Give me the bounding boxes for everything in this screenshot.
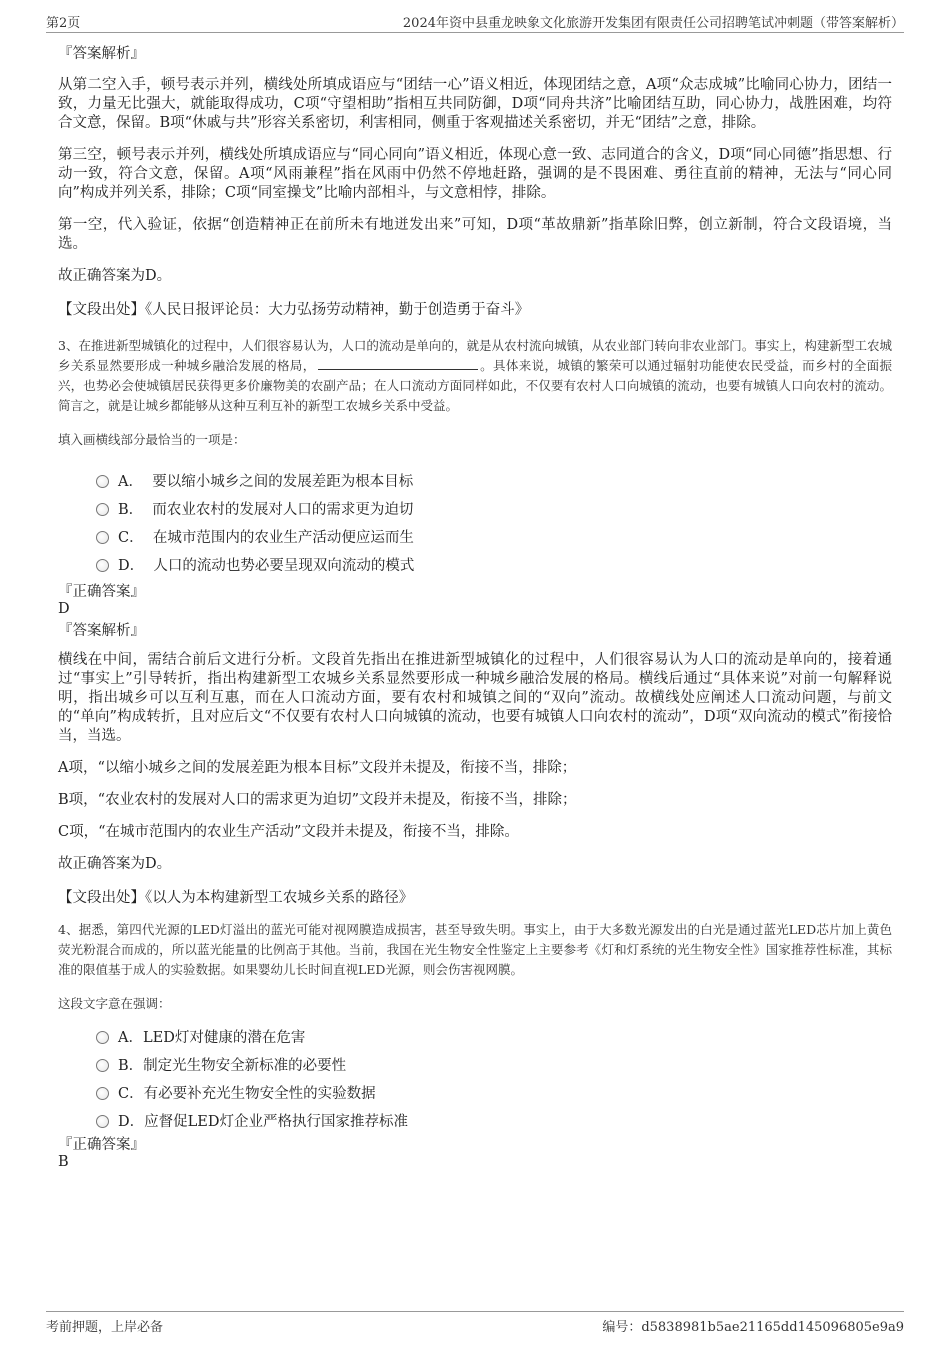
question-stem: 4、据悉，第四代光源的LED灯溢出的蓝光可能对视网膜造成损害，甚至导致失明。事实上，由于大多数光源发出的白光是通过蓝光LED芯片加上黄色荧光粉混合而成的，所以蓝光能量的比例高于其他。当前，我国在光生物安全性鉴定上主要参考《灯和灯系统的光生物安全性》国家推荐性标准，其标准的限值基于成人的实验数据。如果婴幼儿长时间直视LED光源，则会伤害视网膜。 [58,922,892,977]
radio-button[interactable] [96,559,109,572]
correct-answer: D [58,601,70,617]
option-letter: D． [118,1114,145,1130]
radio-button[interactable] [96,1059,109,1072]
answer-analysis-heading: 『答案解析』 [58,623,145,639]
correct-answer-heading: 『正确答案』 [58,1137,145,1153]
conclusion-text: 故正确答案为D。 [58,856,172,872]
option-text: 在城市范围内的农业生产活动便应运而生 [152,530,414,546]
option-text: 人口的流动也势必要呈现双向流动的模式 [153,558,415,574]
radio-button[interactable] [96,475,109,488]
source-citation: 【文段出处】《以人为本构建新型工农城乡关系的路径》 [58,890,414,906]
option-a[interactable] [96,468,892,496]
document-id: 编号：d5838981b5ae21165dd145096805e9a9 [602,1320,904,1335]
radio-button[interactable] [96,1087,109,1100]
option-text: LED灯对健康的潜在危害 [142,1030,306,1046]
analysis-paragraph: 第三空，顿号表示并列，横线处所填成语应与“同心同向”语义相近，体现心意一致、志同道合的含义，D项“同心同德”指思想、行动一致，符合文意，保留。A项“风雨兼程”指在风雨中仍然不停地赶路，强调的是不畏困难、勇往直前的精神，无法与“同心同向”构成并列关系，排除；C项“同室操戈”比喻内部相斗，与文意相悖，排除。 [58,147,892,201]
footer-slogan: 考前押题，上岸必备 [46,1320,164,1335]
question-stem [58,336,892,416]
answer-analysis-heading: 『答案解析』 [58,46,145,62]
document-title: 2024年资中县重龙映象文化旅游开发集团有限责任公司招聘笔试冲刺题（带答案解析） [402,16,904,31]
option-c[interactable] [96,524,892,552]
option-b[interactable] [96,496,892,524]
page-content [58,44,892,1175]
option-d[interactable] [96,552,892,580]
option-text: 制定光生物安全新标准的必要性 [143,1058,347,1074]
option-letter: C． [118,1086,144,1102]
page-number: 第2页 [46,16,81,31]
radio-button[interactable] [96,1115,109,1128]
question-prompt: 填入画横线部分最恰当的一项是： [58,432,246,447]
correct-answer-heading: 『正确答案』 [58,584,145,600]
option-b[interactable] [96,1052,892,1080]
option-letter: B． [118,502,144,518]
source-citation: 【文段出处】《人民日报评论员：大力弘扬劳动精神，勤于创造勇于奋斗》 [58,302,530,318]
option-a[interactable] [96,1024,892,1052]
analysis-paragraph: 横线在中间，需结合前后文进行分析。文段首先指出在推进新型城镇化的过程中，人们很容易认为人口的流动是单向的，接着通过“事实上”引导转折，指出构建新型工农城乡关系显然要形成一种城乡融洽发展的格局。横线后通过“具体来说”对前一句解释说明，指出城乡可以互利互惠，而在人口流动方面，要有农村和城镇之间的“双向”流动。故横线处应阐述人口流动问题，与前文的“单向”构成转折，且对应后文“不仅要有农村人口向城镇的流动，也要有城镇人口向农村的流动”，D项“双向流动的模式”衔接恰当，当选。 [58,652,892,744]
option-d[interactable] [96,1108,892,1136]
option-letter: D． [118,558,145,574]
option-list [96,1024,892,1136]
analysis-paragraph: A项，“以缩小城乡之间的发展差距为根本目标”文段并未提及，衔接不当，排除； [58,760,577,776]
fill-blank-line [318,356,478,370]
radio-button[interactable] [96,503,109,516]
option-text: 有必要补充光生物安全性的实验数据 [143,1086,376,1102]
analysis-paragraph: 从第二空入手，顿号表示并列，横线处所填成语应与“团结一心”语义相近，体现团结之意，A项“众志成城”比喻同心协力，团结一致，力量无比强大，就能取得成功，C项“守望相助”指相互共同防御，D项“同舟共济”比喻团结互助，同心协力，战胜困难，均符合文意，保留。B项“休戚与共”形容关系密切，利害相同，侧重于客观描述关系密切，并无“团结”之意，排除。 [58,77,892,131]
conclusion-text: 故正确答案为D。 [58,268,172,284]
analysis-paragraph: 第一空，代入验证，依据“创造精神正在前所未有地迸发出来”可知，D项“革故鼎新”指革除旧弊，创立新制，符合文段语境，当选。 [58,217,892,252]
analysis-paragraph: B项，“农业农村的发展对人口的需求更为迫切”文段并未提及，衔接不当，排除； [58,792,577,808]
analysis-paragraph: C项，“在城市范围内的农业生产活动”文段并未提及，衔接不当，排除。 [58,824,519,840]
page-footer [46,1311,904,1338]
option-letter: A． [118,474,143,490]
correct-answer: B [58,1154,69,1170]
option-text: 要以缩小城乡之间的发展差距为根本目标 [152,474,414,490]
question-prompt: 这段文字意在强调： [58,996,171,1011]
option-letter: C． [118,530,144,546]
question-text: 3、在推进新型城镇化的过程中，人们很容易认为，人口的流动是单向的，就是从农村流向城镇，从农业部门转向非农业部门。事实上，构建新型工农城乡关系显然要形成一种城乡融洽发展的格局， [58,338,892,373]
option-c[interactable] [96,1080,892,1108]
option-letter: A． [118,1030,143,1046]
question-text: 。具体来说，城镇的繁荣可以通过辐射功能使农民受益，而乡村的全面振兴，也势必会使城镇居民获得更多价廉物美的农副产品；在人口流动方面同样如此，不仅要有农村人口向城镇的流动，也要有城镇人口向农村的流动。简言之，就是让城乡都能够从这种互利互补的新型工农城乡关系中受益。 [58,358,892,413]
page-header [46,10,904,33]
radio-button[interactable] [96,531,109,544]
option-text: 应督促LED灯企业严格执行国家推荐标准 [144,1114,408,1130]
option-list [96,468,892,580]
radio-button[interactable] [96,1031,109,1044]
option-text: 而农业农村的发展对人口的需求更为迫切 [152,502,414,518]
option-letter: B． [118,1058,144,1074]
